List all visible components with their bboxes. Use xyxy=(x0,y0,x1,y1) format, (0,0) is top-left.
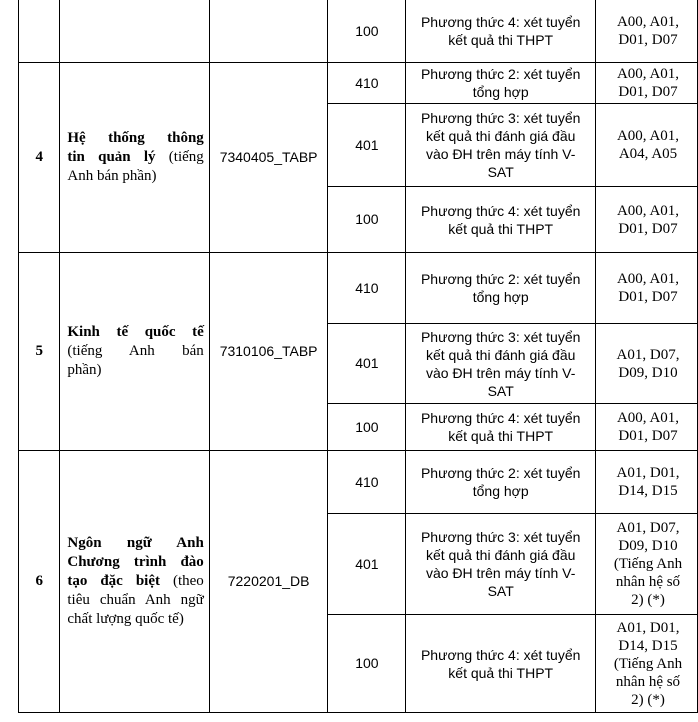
method-description-line: vào ĐH trên máy tính V- xyxy=(425,565,576,581)
subject-combinations xyxy=(595,615,697,713)
subject-combination-line: nhân hệ số xyxy=(615,673,681,690)
subject-combination-line: A00, A01, xyxy=(616,271,680,287)
major-name-line xyxy=(67,342,203,361)
method-description-line: kết quả thi đánh giá đầu xyxy=(425,547,576,563)
method-description xyxy=(406,615,596,713)
subject-combination-line: 2) (*) xyxy=(631,691,665,708)
table-body xyxy=(19,0,698,713)
method-description xyxy=(406,0,596,63)
major-name-line xyxy=(67,572,203,591)
subject-combination-line: D09, D10 xyxy=(618,538,678,554)
major-name-line xyxy=(67,129,203,148)
method-description xyxy=(406,104,596,187)
method-code: 410 xyxy=(328,63,406,104)
major-name-note: phần) xyxy=(67,362,102,378)
major-name-note: Anh bán phần) xyxy=(67,168,157,184)
subject-combination-line: A00, A01, xyxy=(616,202,680,219)
major-name-bold: Kinh tế quốc tế xyxy=(67,324,204,340)
subject-combinations xyxy=(595,451,697,514)
method-code: 410 xyxy=(328,451,406,514)
table-row xyxy=(19,451,698,514)
method-description-line: SAT xyxy=(487,382,514,399)
method-description-line: vào ĐH trên máy tính V- xyxy=(425,364,576,381)
major-name-bold: Ngôn ngữ Anh xyxy=(67,535,204,551)
subject-combination-line: A00, A01, xyxy=(616,410,680,426)
major-name xyxy=(60,63,209,253)
major-code: 7220201_DB xyxy=(209,451,328,713)
subject-combination-line: D01, D07 xyxy=(618,428,678,444)
method-description-line: kết quả thi THPT xyxy=(448,220,554,237)
method-code: 100 xyxy=(328,0,406,63)
major-name-note: chất lượng quốc tế) xyxy=(67,611,184,627)
method-description-line: tổng hợp xyxy=(472,84,529,100)
major-code: 7340405_TABP xyxy=(209,63,328,253)
subject-combination-line: A00, A01, xyxy=(616,66,680,82)
major-name-line xyxy=(67,610,203,629)
subject-combination-line: (Tiếng Anh xyxy=(613,556,683,572)
table-row xyxy=(19,253,698,324)
method-description xyxy=(406,253,596,324)
subject-combinations xyxy=(595,63,697,104)
major-name-note: (tiếng xyxy=(155,149,204,165)
row-number xyxy=(19,0,60,63)
row-number: 4 xyxy=(19,63,60,253)
method-description xyxy=(406,187,596,253)
method-code: 401 xyxy=(328,104,406,187)
method-description-line: Phương thức 3: xét tuyển xyxy=(420,529,581,545)
major-name-bold: Chương trình đào xyxy=(67,554,204,570)
subject-combination-line: A01, D01, xyxy=(616,465,680,481)
method-description-line: tổng hợp xyxy=(472,483,529,499)
method-code: 100 xyxy=(328,615,406,713)
subject-combination-line: D14, D15 xyxy=(618,637,678,654)
method-description-line: SAT xyxy=(487,583,514,599)
method-description xyxy=(406,451,596,514)
subject-combination-line: D14, D15 xyxy=(618,483,678,499)
major-name-bold: tin quản lý xyxy=(67,149,156,165)
method-description xyxy=(406,404,596,451)
major-name xyxy=(60,253,209,451)
subject-combinations xyxy=(595,104,697,187)
method-description-line: Phương thức 2: xét tuyển xyxy=(420,465,581,481)
subject-combinations xyxy=(595,404,697,451)
subject-combination-line: (Tiếng Anh xyxy=(613,655,683,672)
method-description xyxy=(406,514,596,615)
method-description-line: kết quả thi đánh giá đầu xyxy=(425,346,576,363)
row-number: 6 xyxy=(19,451,60,713)
method-description xyxy=(406,63,596,104)
major-name-line xyxy=(67,323,203,342)
major-name-bold: Hệ thống thông xyxy=(67,130,204,146)
method-description-line: kết quả thi THPT xyxy=(448,32,554,48)
major-name-line xyxy=(67,361,203,380)
subject-combination-line: D01, D07 xyxy=(618,84,678,100)
major-name-line xyxy=(67,534,203,553)
major-name-note: (tiếng Anh bán xyxy=(67,343,204,359)
major-code xyxy=(209,0,328,63)
subject-combinations xyxy=(595,324,697,404)
method-description-line: kết quả thi THPT xyxy=(448,428,554,444)
subject-combinations xyxy=(595,187,697,253)
subject-combination-line: A01, D01, xyxy=(616,619,680,636)
method-code: 100 xyxy=(328,187,406,253)
major-name-line xyxy=(67,148,203,167)
major-name-line xyxy=(67,591,203,610)
subject-combination-line: A01, D07, xyxy=(616,520,680,536)
subject-combination-line: A00, A01, xyxy=(616,128,680,144)
subject-combination-line: D09, D10 xyxy=(618,364,678,381)
method-code: 100 xyxy=(328,404,406,451)
method-description-line: Phương thức 3: xét tuyển xyxy=(420,110,581,126)
method-description-line: vào ĐH trên máy tính V- xyxy=(425,146,576,162)
subject-combinations xyxy=(595,253,697,324)
subject-combination-line: D01, D07 xyxy=(618,32,678,48)
subject-combination-line: 2) (*) xyxy=(631,592,665,608)
table-row xyxy=(19,0,698,63)
method-description xyxy=(406,324,596,404)
major-name-note: tiêu chuẩn Anh ngữ xyxy=(67,592,204,608)
major-code: 7310106_TABP xyxy=(209,253,328,451)
method-description-line: Phương thức 2: xét tuyển xyxy=(420,271,581,287)
subject-combination-line: A00, A01, xyxy=(616,14,680,30)
method-description-line: Phương thức 2: xét tuyển xyxy=(420,66,581,82)
subject-combination-line: A01, D07, xyxy=(616,346,680,363)
major-name-bold: tạo đặc biệt xyxy=(67,573,160,589)
major-name xyxy=(60,0,209,63)
method-description-line: tổng hợp xyxy=(472,289,529,305)
subject-combination-line: nhân hệ số xyxy=(615,574,681,590)
method-code: 401 xyxy=(328,514,406,615)
method-description-line: Phương thức 4: xét tuyển xyxy=(420,202,581,219)
method-description-line: SAT xyxy=(487,164,514,180)
method-code: 401 xyxy=(328,324,406,404)
method-description-line: Phương thức 3: xét tuyển xyxy=(420,328,581,345)
row-number: 5 xyxy=(19,253,60,451)
subject-combination-line: A04, A05 xyxy=(618,146,678,162)
major-name xyxy=(60,451,209,713)
method-description-line: Phương thức 4: xét tuyển xyxy=(420,410,581,426)
method-description-line: kết quả thi THPT xyxy=(448,664,554,681)
subject-combinations xyxy=(595,514,697,615)
major-name-line xyxy=(67,553,203,572)
table-row xyxy=(19,63,698,104)
method-description-line: Phương thức 4: xét tuyển xyxy=(420,14,581,30)
major-name-line xyxy=(67,167,203,186)
subject-combination-line: D01, D07 xyxy=(618,289,678,305)
admission-table xyxy=(18,0,698,713)
method-code: 410 xyxy=(328,253,406,324)
major-name-note: (theo xyxy=(159,573,204,589)
subject-combination-line: D01, D07 xyxy=(618,220,678,237)
method-description-line: Phương thức 4: xét tuyển xyxy=(420,646,581,663)
method-description-line: kết quả thi đánh giá đầu xyxy=(425,128,576,144)
subject-combinations xyxy=(595,0,697,63)
